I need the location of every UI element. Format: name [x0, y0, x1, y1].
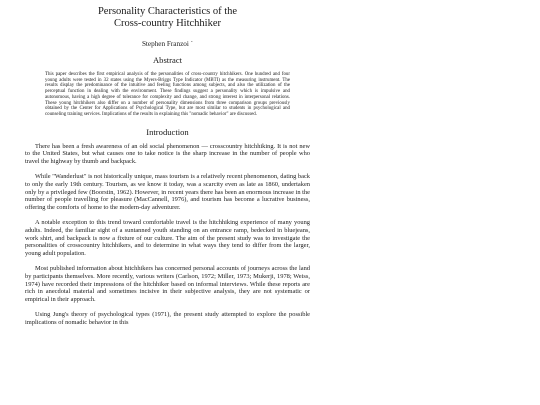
intro-paragraph-1: There has been a fresh awareness of an old social phenomenon — crosscountry hitchhiking. It is not new to the United States, but what causes one to take notice is the sharp increase in the number of people who travel the highway by thumb and backpack.	[25, 142, 310, 165]
paper-page	[25, 6, 310, 327]
intro-paragraph-3: A notable exception to this trend toward comfortable travel is the hitchhiking experience of many young adults. Indeed, the familiar sight of a suntanned youth standing on an entrance ramp, bedecked in bluejeans, work shirt, and backpack is now a fixture of our culture. The aim of the present study was to investigate the personalities of crosscountry hitchhikers, and to determine in what ways they tend to differ from the larger, young adult population.	[25, 219, 310, 257]
introduction-heading: Introduction	[146, 126, 189, 137]
abstract-text: This paper describes the first empirical analysis of the personalities of cross-country hitchhikers. One hundred and four young adults were tested in 32 states using the Myers-Briggs Type Indicator (MBTI) as the measuring instrument. The results display the predominance of the intuitive and feeling functions among subjects, and also the utilization of the perceptual function in dealing with the environment. These findings suggest a personality which is impulsive and autonomous, having a high degree of tolerance for complexity and change, and strong interest in interpersonal relations. These young hitchhikers also differ on a number of personality dimensions from three comparison groups previously obtained by the Center for Applications of Psychological Type, but are most similar to students in psychological and counseling training services. Implications of the results in explaining this "nomadic behavior" are discussed.	[45, 72, 290, 117]
intro-paragraph-5: Using Jung's theory of psychological types (1971), the present study attempted to explore the possible implications of nomadic behavior in this	[25, 311, 310, 326]
intro-paragraph-4: Most published information about hitchhikers has concerned personal accounts of journeys across the land by participants themselves. More recently, various writers (Carlson, 1972; Miller, 1973; Mukerji, 1978; Weiss, 1974) have recorded their impressions of the hitchhiker based on informal interviews. While these reports are rich in anecdotal material and sometimes incisive in their subjective analysis, they are not systematic or empirical in their approach.	[25, 265, 310, 303]
author-name: Stephen Franzoi `	[141, 40, 194, 48]
abstract-heading: Abstract	[152, 55, 183, 65]
title-line-2: Cross-country Hitchhiker	[113, 18, 222, 29]
intro-paragraph-2: While "Wanderlust" is not historically unique, mass tourism is a relatively recent phenomenon, dating back to only the early 19th century. Tourism, as we know it today, was a scarcity even as late as 1860, undertaken only by a privileged few (Boorstin, 1962). However, in recent years there has been an enormous increase in the number of people travelling for pleasure (MacCannell, 1976), and tourism has become a lucrative business, offering the comforts of home to the modern-day adventurer.	[25, 173, 310, 211]
paper-title	[25, 6, 310, 30]
title-line-1: Personality Characteristics of the	[97, 6, 238, 17]
